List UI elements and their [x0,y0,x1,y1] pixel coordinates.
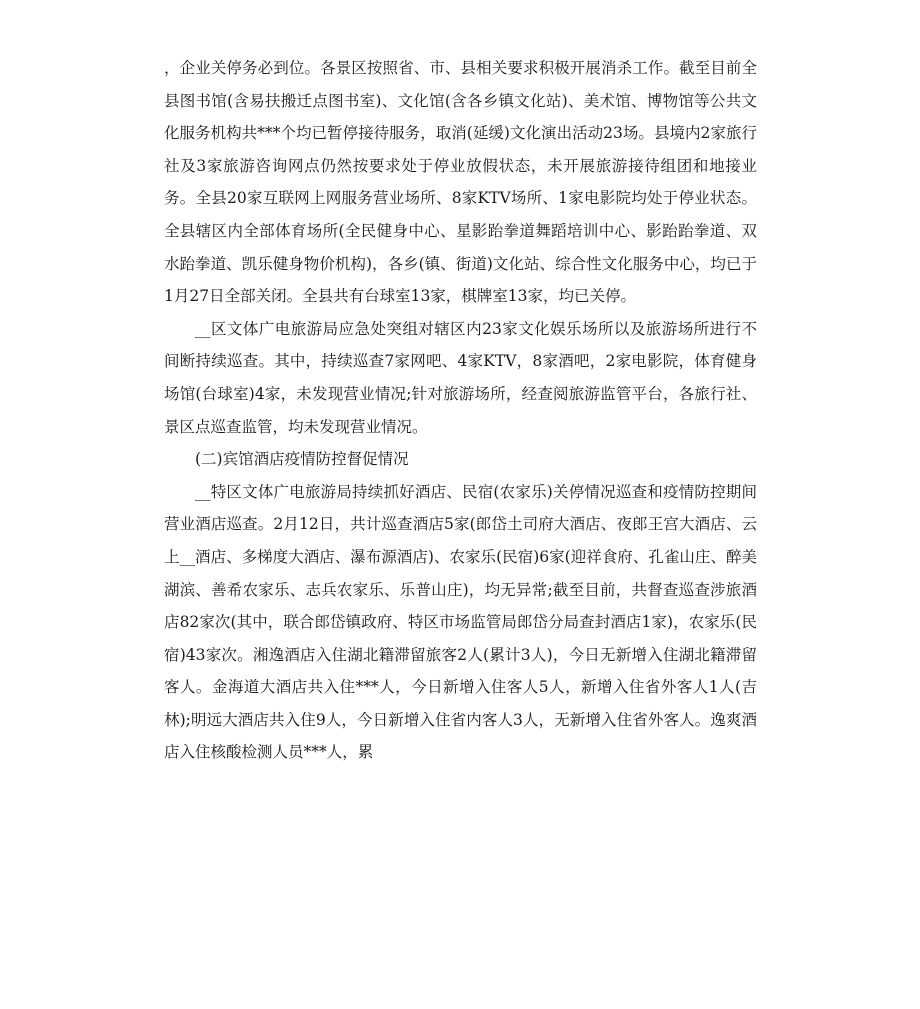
document-body [164,52,757,769]
paragraph-inspection: __区文体广电旅游局应急处突组对辖区内23家文化娱乐场所以及旅游场所进行不间断持续巡查。其中，持续巡查7家网吧、4家KTV，8家酒吧，2家电影院，体育健身场馆(台球室)4家，未发现营业情况;针对旅游场所，经查阅旅游监管平台，各旅行社、景区点巡查监管，均未发现营业情况。 [164,319,757,436]
section-heading-hotels: (二)宾馆酒店疫情防控督促情况 [195,450,409,469]
paragraph-hotel-inspection: __特区文体广电旅游局持续抓好酒店、民宿(农家乐)关停情况巡查和疫情防控期间营业酒店巡查。2月12日，共计巡查酒店5家(郎岱土司府大酒店、夜郎王宫大酒店、云上__酒店、多梯度大酒店、瀑布源酒店)、农家乐(民宿)6家(迎祥食府、孔雀山庄、醉美湖滨、善希农家乐、志兵农家乐、乐普山庄)，均无异常;截至目前，共督查巡查涉旅酒店82家次(其中，联合郎岱镇政府、特区市场监管局郎岱分局查封酒店1家)，农家乐(民宿)43家次。湘逸酒店入住湖北籍滞留旅客2人(累计3人)，今日无新增入住湖北籍滞留客人。金海道大酒店共入住***人，今日新增入住客人5人，新增入住省外客人1人(吉林);明远大酒店共入住9人，今日新增入住省内客人3人，无新增入住省外客人。逸爽酒店入住核酸检测人员***人，累 [164,482,757,762]
paragraph-closure-status: ，企业关停务必到位。各景区按照省、市、县相关要求积极开展消杀工作。截至目前全县图书馆(含易扶搬迁点图书室)、文化馆(含各乡镇文化站)、美术馆、博物馆等公共文化服务机构共***个均已暂停接待服务，取消(延缓)文化演出活动23场。县境内2家旅行社及3家旅游咨询网点仍然按要求处于停业放假状态，未开展旅游接待组团和地接业务。全县20家互联网上网服务营业场所、8家KTV场所、1家电影院均处于停业状态。全县辖区内全部体育场所(全民健身中心、星影跆拳道舞蹈培训中心、影跆跆拳道、双水跆拳道、凯乐健身物价机构)，各乡(镇、街道)文化站、综合性文化服务中心，均已于1月27日全部关闭。全县共有台球室13家，棋牌室13家，均已关停。 [164,59,757,306]
